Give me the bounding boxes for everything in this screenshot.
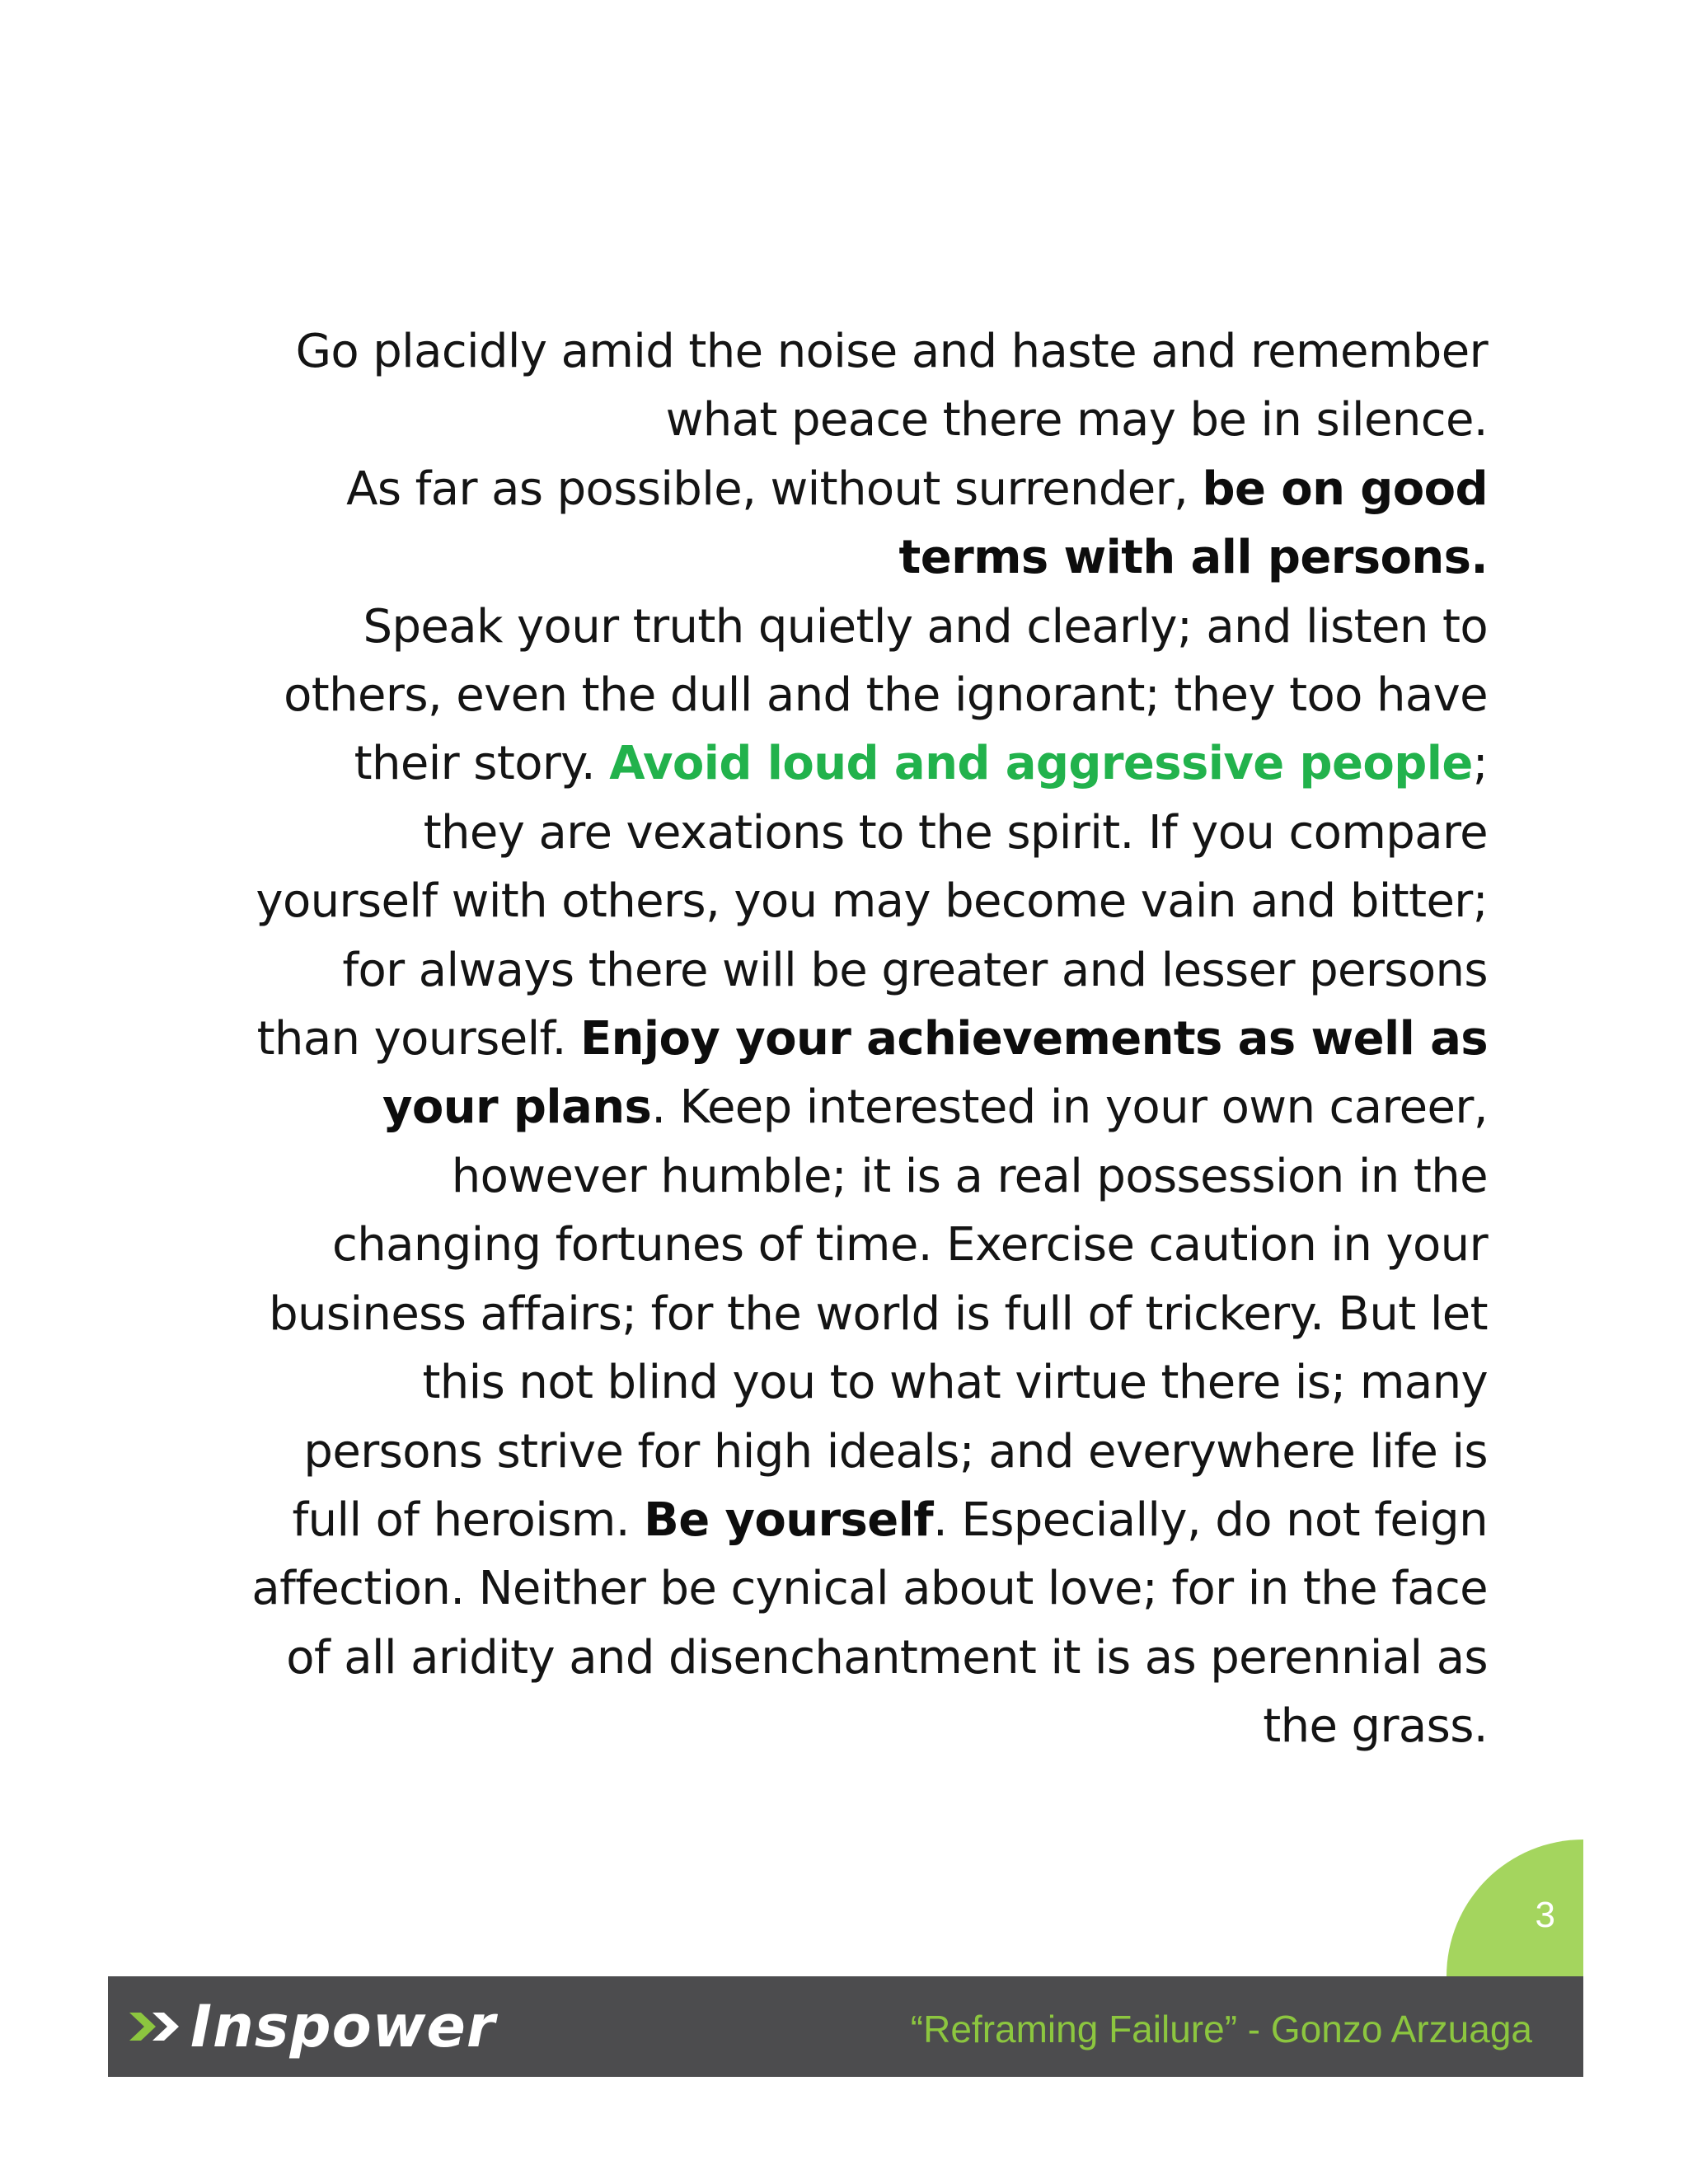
inspower-logo	[128, 1994, 495, 2059]
paragraph-1-text: Go placidly amid the noise and haste and remember what peace there may be in silence.	[295, 325, 1488, 448]
double-chevron-icon	[128, 2006, 185, 2047]
paragraph-2	[239, 455, 1488, 593]
footer-book-title: “Reframing Failure” - Gonzo Arzuaga	[910, 2008, 1532, 2050]
paragraph-3-text-4: . Especially, do not feign affection. Neither be cynical about love; for in the face of all aridity and disenchantment it is as perennial as the grass.	[251, 1493, 1488, 1754]
emphasis-be-yourself: Be yourself	[644, 1493, 934, 1547]
page-number: 3	[1535, 1895, 1555, 1935]
paragraph-3-text-2: ; they are vexations to the spirit. If you compare yourself with others, you may become vain and bitter; for always there will be greater and lesser persons than yourself.	[256, 737, 1488, 1066]
paragraph-3-text-3: . Keep interested in your own career, however humble; it is a real possession in the changing fortunes of time. Exercise caution in your business affairs; for the world is full of trickery. But let this not blind you to what virtue there is; many persons strive for high ideals; and everywhere life is full of heroism.	[269, 1080, 1488, 1547]
poem-body	[239, 317, 1488, 1761]
paragraph-2-text: As far as possible, without surrender,	[346, 462, 1203, 516]
logo-text: Inspower	[190, 1993, 496, 2060]
emphasis-enjoy-achievements: Enjoy your achievements as well as your plans	[382, 1012, 1488, 1135]
page-number-tab	[1447, 1840, 1583, 1976]
paragraph-1	[239, 317, 1488, 455]
paragraph-2-emphasis: be on good terms with all persons.	[898, 462, 1488, 585]
highlight-avoid-loud: Avoid loud and aggressive people	[609, 737, 1473, 791]
paragraph-3	[239, 593, 1488, 1761]
paragraph-3-text-1: Speak your truth quietly and clearly; and listen to others, even the dull and the ignorant; they too have their story.	[284, 599, 1488, 791]
footer-bar	[108, 1976, 1583, 2077]
